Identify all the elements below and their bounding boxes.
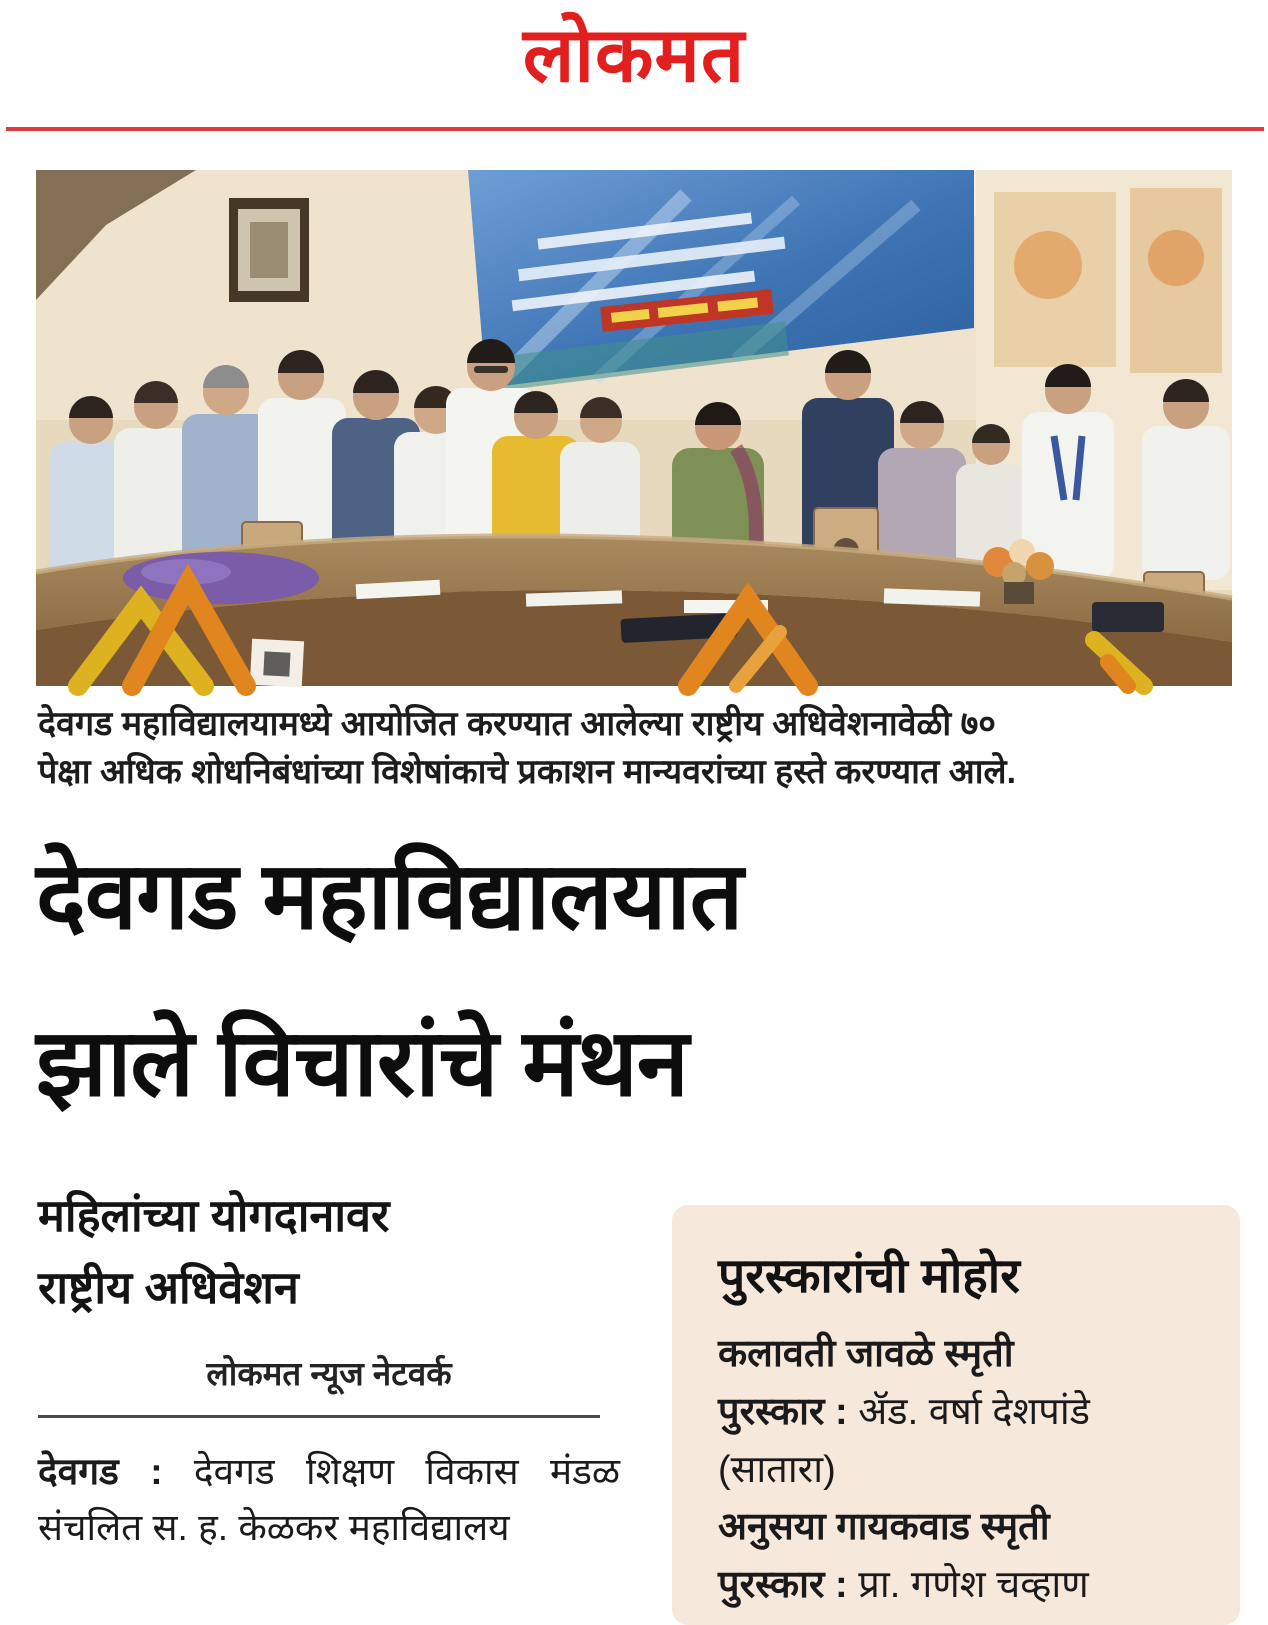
headline-line1: देवगड महाविद्यालयात [36, 843, 743, 948]
article-photo [36, 170, 1232, 686]
photo-caption [38, 700, 1238, 797]
byline-divider [38, 1415, 600, 1418]
award-line: (सातारा) [718, 1448, 836, 1491]
byline: लोकमत न्यूज नेटवर्क [206, 1355, 452, 1392]
photo-caption-line2: पेक्षा अधिक शोधनिबंधांच्या विशेषांकाचे प्रकाशन मान्यवरांच्या हस्ते करण्यात आले. [38, 753, 1017, 792]
photo-caption-line1: देवगड महाविद्यालयामध्ये आयोजित करण्यात आलेल्या राष्ट्रीय अधिवेशनावेळी ७० [38, 705, 996, 743]
awards-box [672, 1205, 1240, 1625]
article-body [38, 1444, 620, 1555]
event-group-photo-illustration [36, 170, 1232, 686]
award-line: अनुसया गायकवाड स्मृती [718, 1506, 1050, 1549]
wall-frame [229, 198, 309, 302]
subhead-line2: राष्ट्रीय अधिवेशन [38, 1262, 299, 1313]
wall-posters [994, 188, 1222, 373]
dateline: देवगड : [38, 1451, 163, 1492]
award-line-clipped: पुरस्कार : प्रा. गणेश चव्हाण [718, 1564, 1089, 1607]
article-left-column [38, 1180, 620, 1555]
article-headline [36, 812, 1246, 1147]
article-subhead [38, 1180, 620, 1324]
masthead-divider [6, 127, 1264, 131]
body-text: देवगड शिक्षण विकास मंडळ संचलित स. ह. केळकर महाविद्यालय [38, 1451, 620, 1548]
subhead-line1: महिलांच्या योगदानावर [38, 1190, 390, 1241]
table-sign [250, 639, 304, 688]
award-line: पुरस्कार : ॲड. वर्षा देशपांडे [718, 1390, 1091, 1433]
award-line: कलावती जावळे स्मृती [718, 1333, 1014, 1376]
awards-box-title: पुरस्कारांची मोहोर [718, 1250, 1020, 1303]
headline-line2: झाले विचारांचे मंथन [36, 1010, 688, 1116]
masthead-logo: लोकमत [522, 13, 746, 98]
awards-box-content [672, 1205, 1240, 1615]
